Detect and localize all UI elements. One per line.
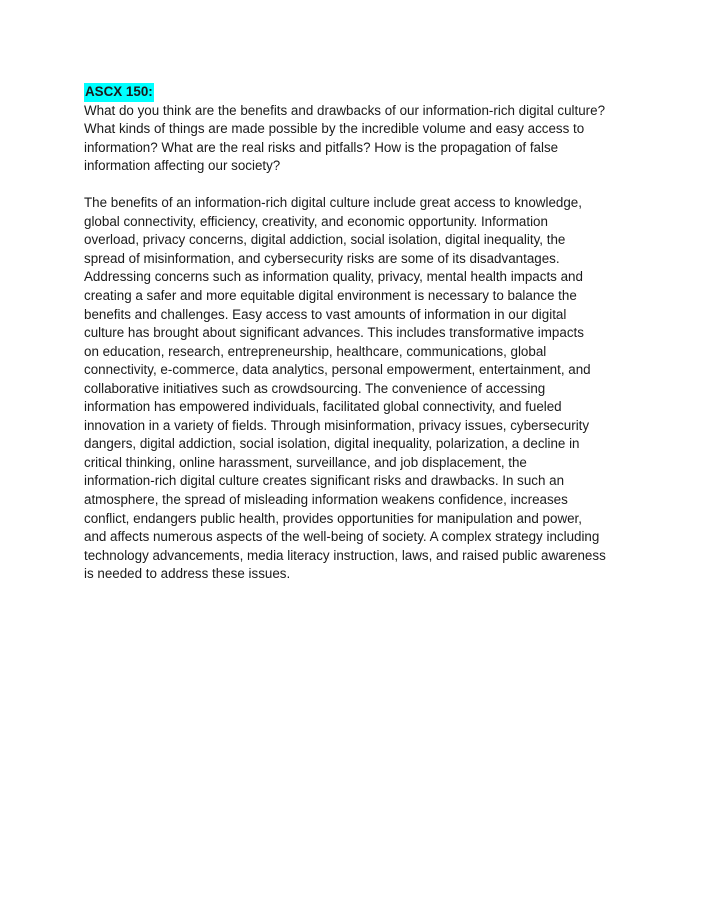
- answer-line: conflict, endangers public health, provides opportunities for manipulation and power,: [84, 510, 582, 526]
- answer-line: Addressing concerns such as information quality, privacy, mental health impacts and: [84, 269, 583, 285]
- answer-line: The benefits of an information-rich digital culture include great access to knowledge,: [84, 195, 582, 211]
- answer-paragraph: [84, 194, 644, 583]
- heading-row: [84, 83, 644, 102]
- answer-line: overload, privacy concerns, digital addiction, social isolation, digital inequality, the: [84, 232, 566, 248]
- answer-line: benefits and challenges. Easy access to vast amounts of information in our digital: [84, 306, 567, 322]
- document-page: [84, 83, 644, 584]
- answer-line: is needed to address these issues.: [84, 566, 291, 582]
- answer-line: critical thinking, online harassment, surveillance, and job displacement, the: [84, 454, 527, 470]
- answer-line: global connectivity, efficiency, creativity, and economic opportunity. Information: [84, 213, 548, 229]
- answer-line: atmosphere, the spread of misleading information weakens confidence, increases: [84, 491, 568, 507]
- answer-line: spread of misinformation, and cybersecurity risks are some of its disadvantages.: [84, 250, 560, 266]
- answer-line: on education, research, entrepreneurship, healthcare, communications, global: [84, 343, 547, 359]
- answer-line: connectivity, e-commerce, data analytics, personal empowerment, entertainment, and: [84, 362, 591, 378]
- answer-line: dangers, digital addiction, social isolation, digital inequality, polarization, a decline in: [84, 436, 580, 452]
- question-line: What do you think are the benefits and drawbacks of our information-rich digital culture?: [84, 102, 606, 118]
- course-heading: ASCX 150:: [84, 83, 154, 102]
- question-line: What kinds of things are made possible by the incredible volume and easy access to: [84, 121, 585, 137]
- answer-line: culture has brought about significant advances. This includes transformative impacts: [84, 325, 584, 341]
- answer-line: collaborative initiatives such as crowdsourcing. The convenience of accessing: [84, 380, 546, 396]
- answer-line: innovation in a variety of fields. Through misinformation, privacy issues, cybersecurity: [84, 417, 590, 433]
- answer-line: creating a safer and more equitable digital environment is necessary to balance the: [84, 287, 577, 303]
- question-line: information affecting our society?: [84, 158, 281, 174]
- question-paragraph: [84, 102, 644, 176]
- answer-line: and affects numerous aspects of the well-being of society. A complex strategy including: [84, 529, 600, 545]
- answer-line: technology advancements, media literacy instruction, laws, and raised public awareness: [84, 547, 606, 563]
- answer-line: information-rich digital culture creates significant risks and drawbacks. In such an: [84, 473, 565, 489]
- answer-line: information has empowered individuals, facilitated global connectivity, and fueled: [84, 399, 562, 415]
- question-line: information? What are the real risks and pitfalls? How is the propagation of false: [84, 139, 559, 155]
- paragraph-spacer: [84, 176, 644, 195]
